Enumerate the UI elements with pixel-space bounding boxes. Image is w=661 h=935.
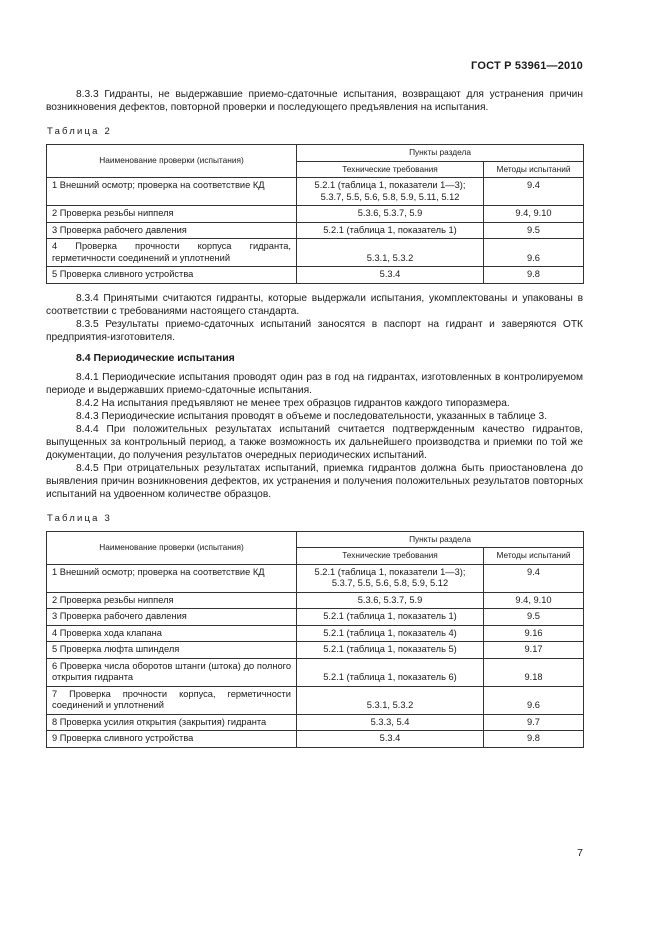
table-cell-check: 6 Проверка числа оборотов штанги (штока) до полного открытия гидранта xyxy=(47,658,297,686)
table-cell-tech: 5.2.1 (таблица 1, показатель 6) xyxy=(297,658,484,686)
table-cell-check: 4 Проверка прочности корпуса гидранта, герметичности соединений и уплотнений xyxy=(47,239,297,267)
table-cell-check: 3 Проверка рабочего давления xyxy=(47,222,297,239)
page-content xyxy=(46,88,583,748)
table-row xyxy=(47,206,584,223)
table-cell-methods: 9.16 xyxy=(484,625,584,642)
table-cell-check: 2 Проверка резьбы ниппеля xyxy=(47,206,297,223)
table-cell-check: 9 Проверка сливного устройства xyxy=(47,731,297,748)
standard-id: ГОСТ Р 53961—2010 xyxy=(471,60,583,72)
table-3-header-tech: Технические требования xyxy=(297,548,484,565)
table-2-header-tech: Технические требования xyxy=(297,161,484,178)
table-3-header-methods: Методы испытаний xyxy=(484,548,584,565)
paragraph-8-4-3: 8.4.3 Периодические испытания проводят в объеме и последовательности, указанных в таблице 3. xyxy=(76,410,548,422)
table-cell-tech: 5.2.1 (таблица 1, показатели 1—3); 5.3.7, 5.5, 5.6, 5.8, 5.9, 5.12 xyxy=(297,564,484,592)
table-cell-methods: 9.4 xyxy=(484,564,584,592)
table-cell-methods: 9.6 xyxy=(484,239,584,267)
table-cell-tech: 5.2.1 (таблица 1, показатель 1) xyxy=(297,609,484,626)
table-cell-methods: 9.7 xyxy=(484,714,584,731)
table-row xyxy=(47,686,584,714)
table-cell-check: 3 Проверка рабочего давления xyxy=(47,609,297,626)
table-cell-methods: 9.4, 9.10 xyxy=(484,206,584,223)
paragraph-8-3-4: 8.3.4 Принятыми считаются гидранты, которые выдержали испытания, укомплектованы и упакованы в соответствии с требованиями настоящего стандарта. xyxy=(46,292,583,317)
table-row xyxy=(47,592,584,609)
table-3-caption: Таблица 3 xyxy=(47,512,112,524)
table-cell-methods: 9.8 xyxy=(484,731,584,748)
table-cell-check: 1 Внешний осмотр; проверка на соответствие КД xyxy=(47,564,297,592)
table-3-header-section: Пункты раздела xyxy=(297,531,584,548)
table-2 xyxy=(46,144,584,284)
table-2-header-section: Пункты раздела xyxy=(297,145,584,162)
table-cell-tech: 5.2.1 (таблица 1, показатели 1—3); 5.3.7, 5.5, 5.6, 5.8, 5.9, 5.11, 5.12 xyxy=(297,178,484,206)
page-number: 7 xyxy=(577,847,583,859)
table-row xyxy=(47,731,584,748)
table-cell-check: 1 Внешний осмотр; проверка на соответствие КД xyxy=(47,178,297,206)
table-row xyxy=(47,642,584,659)
table-cell-tech: 5.2.1 (таблица 1, показатель 4) xyxy=(297,625,484,642)
table-cell-check: 8 Проверка усилия открытия (закрытия) гидранта xyxy=(47,714,297,731)
table-cell-check: 4 Проверка хода клапана xyxy=(47,625,297,642)
table-cell-methods: 9.4 xyxy=(484,178,584,206)
paragraph-8-4-4: 8.4.4 При положительных результатах испытаний считается подтвержденным качество гидрантов, выпущенных за контрольный период, а также возможность их дальнейшего производства и приемки по той же документации, до получения результатов очередных периодических испытаний. xyxy=(46,423,583,461)
table-cell-tech: 5.2.1 (таблица 1, показатель 1) xyxy=(297,222,484,239)
table-cell-methods: 9.5 xyxy=(484,609,584,626)
table-cell-methods: 9.8 xyxy=(484,267,584,284)
table-row xyxy=(47,625,584,642)
table-2-caption: Таблица 2 xyxy=(47,126,112,137)
paragraph-8-3-5: 8.3.5 Результаты приемо-сдаточных испытаний заносятся в паспорт на гидрант и заверяются ОТК предприятия-изготовителя. xyxy=(46,318,583,343)
table-cell-check: 7 Проверка прочности корпуса, герметичности соединений и уплотнений xyxy=(47,686,297,714)
table-cell-methods: 9.5 xyxy=(484,222,584,239)
table-cell-check: 5 Проверка люфта шпинделя xyxy=(47,642,297,659)
table-cell-check: 2 Проверка резьбы ниппеля xyxy=(47,592,297,609)
table-3 xyxy=(46,531,584,748)
table-row xyxy=(47,178,584,206)
table-cell-methods: 9.18 xyxy=(484,658,584,686)
table-row xyxy=(47,267,584,284)
table-2-header-check: Наименование проверки (испытания) xyxy=(47,145,297,178)
table-cell-tech: 5.3.6, 5.3.7, 5.9 xyxy=(297,206,484,223)
table-cell-tech: 5.2.1 (таблица 1, показатель 5) xyxy=(297,642,484,659)
paragraph-8-4-5: 8.4.5 При отрицательных результатах испытаний, приемка гидрантов должна быть приостановлена до выявления причин возникновения дефектов, их устранения и получения положительных результатов повторных испытаний на удвоенном количестве образцов. xyxy=(46,462,583,500)
table-cell-methods: 9.17 xyxy=(484,642,584,659)
table-cell-tech: 5.3.3, 5.4 xyxy=(297,714,484,731)
section-heading-8-4: 8.4 Периодические испытания xyxy=(76,351,235,364)
paragraph-8-4-1: 8.4.1 Периодические испытания проводят один раз в год на гидрантах, изготовленных в контролируемом периоде и выдержавших приемо-сдаточные испытания. xyxy=(46,371,583,396)
table-cell-tech: 5.3.1, 5.3.2 xyxy=(297,686,484,714)
table-row xyxy=(47,609,584,626)
table-row xyxy=(47,714,584,731)
table-2-header-methods: Методы испытаний xyxy=(484,161,584,178)
table-row xyxy=(47,222,584,239)
table-cell-tech: 5.3.6, 5.3.7, 5.9 xyxy=(297,592,484,609)
table-3-header-check: Наименование проверки (испытания) xyxy=(47,531,297,564)
table-cell-tech: 5.3.4 xyxy=(297,267,484,284)
table-row xyxy=(47,658,584,686)
table-cell-methods: 9.6 xyxy=(484,686,584,714)
paragraph-8-3-3: 8.3.3 Гидранты, не выдержавшие приемо-сдаточные испытания, возвращают для устранения причин возникновения дефектов, повторной проверки и последующего предъявления на испытания. xyxy=(46,89,583,113)
table-cell-tech: 5.3.4 xyxy=(297,731,484,748)
table-cell-check: 5 Проверка сливного устройства xyxy=(47,267,297,284)
paragraph-8-4-2: 8.4.2 На испытания предъявляют не менее трех образцов гидрантов каждого типоразмера. xyxy=(76,397,510,409)
table-cell-methods: 9.4, 9.10 xyxy=(484,592,584,609)
table-row xyxy=(47,239,584,267)
table-row xyxy=(47,564,584,592)
table-cell-tech: 5.3.1, 5.3.2 xyxy=(297,239,484,267)
